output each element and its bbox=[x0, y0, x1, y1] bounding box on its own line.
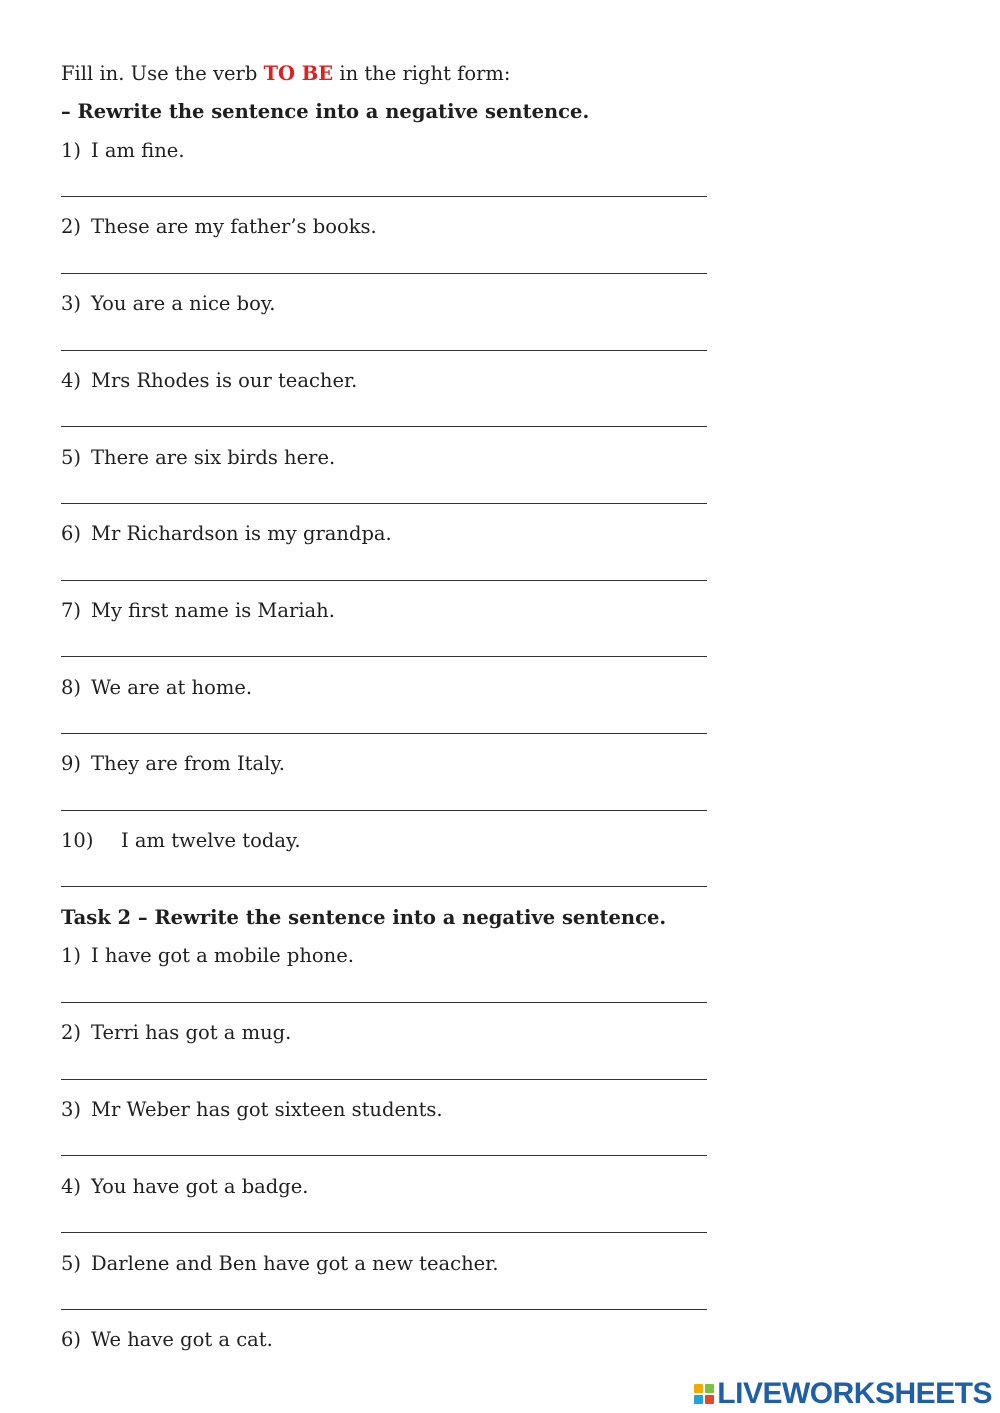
task2-answer-1[interactable] bbox=[61, 1002, 707, 1003]
task1-answer-5[interactable] bbox=[61, 503, 707, 504]
task2-item-5: 5) Darlene and Ben have got a new teacher. bbox=[61, 1252, 499, 1275]
task1-answer-7[interactable] bbox=[61, 656, 707, 657]
task1-answer-9[interactable] bbox=[61, 810, 707, 811]
task1-answer-4[interactable] bbox=[61, 426, 707, 427]
task1-answer-6[interactable] bbox=[61, 580, 707, 581]
instruction-highlight: TO BE bbox=[263, 62, 334, 85]
task1-item-5: 5) There are six birds here. bbox=[61, 446, 336, 469]
task2-item-4: 4) You have got a badge. bbox=[61, 1175, 309, 1198]
task1-item-8: 8) We are at home. bbox=[61, 676, 253, 699]
task2-item-2: 2) Terri has got a mug. bbox=[61, 1021, 292, 1044]
task1-answer-8[interactable] bbox=[61, 733, 707, 734]
task1-answer-10[interactable] bbox=[61, 886, 707, 887]
task2-item-1: 1) I have got a mobile phone. bbox=[61, 944, 354, 967]
task2-answer-3[interactable] bbox=[61, 1155, 707, 1156]
task2-answer-5[interactable] bbox=[61, 1309, 707, 1310]
task1-item-7: 7) My first name is Mariah. bbox=[61, 599, 335, 622]
task1-item-2: 2) These are my father’s books. bbox=[61, 215, 377, 238]
task1-answer-2[interactable] bbox=[61, 273, 707, 274]
task2-heading: Task 2 – Rewrite the sentence into a negative sentence. bbox=[61, 906, 667, 929]
task1-item-4: 4) Mrs Rhodes is our teacher. bbox=[61, 369, 358, 392]
task1-item-6: 6) Mr Richardson is my grandpa. bbox=[61, 522, 392, 545]
liveworksheets-logo bbox=[694, 1376, 992, 1412]
task1-answer-3[interactable] bbox=[61, 350, 707, 351]
task1-answer-1[interactable] bbox=[61, 196, 707, 197]
liveworksheets-logo-text: LIVEWORKSHEETS bbox=[717, 1377, 992, 1410]
liveworksheets-logo-icon bbox=[694, 1384, 714, 1404]
task1-item-10: 10) I am twelve today. bbox=[61, 829, 301, 852]
task2-item-3: 3) Mr Weber has got sixteen students. bbox=[61, 1098, 443, 1121]
task1-item-3: 3) You are a nice boy. bbox=[61, 292, 276, 315]
task1-heading: – Rewrite the sentence into a negative sentence. bbox=[61, 100, 590, 123]
task1-item-9: 9) They are from Italy. bbox=[61, 752, 286, 775]
task2-answer-4[interactable] bbox=[61, 1232, 707, 1233]
task1-item-1: 1) I am fine. bbox=[61, 139, 185, 162]
task2-item-6: 6) We have got a cat. bbox=[61, 1328, 273, 1351]
instruction-line bbox=[61, 62, 510, 86]
task2-answer-2[interactable] bbox=[61, 1079, 707, 1080]
instruction-suffix: in the right form: bbox=[333, 62, 511, 85]
instruction-prefix: Fill in. Use the verb bbox=[61, 62, 264, 85]
